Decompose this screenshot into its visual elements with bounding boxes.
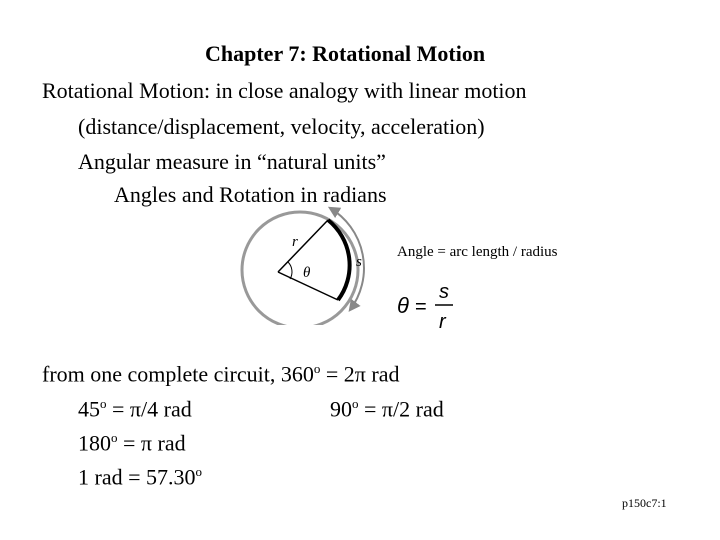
intro-line: Rotational Motion: in close analogy with linear motion (42, 78, 527, 103)
conversion-1rad (78, 465, 202, 488)
circle (242, 212, 358, 325)
conversion-45 (78, 397, 192, 420)
circuit-text: from one complete circuit, 360 (42, 361, 314, 387)
conv-180-text: 180 (78, 430, 111, 456)
conv-90-text: 90 (330, 396, 352, 422)
formula-lhs: θ (397, 293, 409, 318)
conversion-90 (330, 397, 444, 420)
slide-id: p150c7:1 (622, 496, 667, 510)
radians-line: Angles and Rotation in radians (114, 182, 387, 207)
formula-numerator: s (439, 281, 449, 303)
arc-s (328, 220, 350, 300)
parenthetical-line: (distance/displacement, velocity, acceleration) (78, 114, 485, 139)
degree-mark: o (111, 430, 118, 445)
radius-label: r (292, 234, 298, 250)
circuit-rest: = 2π rad (325, 361, 400, 387)
circuit-line (42, 362, 399, 385)
theta-label: θ (303, 265, 311, 281)
conv-1rad-text: 1 rad = 57.30 (78, 464, 196, 490)
page-title: Chapter 7: Rotational Motion (205, 41, 486, 66)
degree-mark: o (313, 361, 321, 376)
natural-units-line: Angular measure in “natural units” (78, 149, 386, 174)
conversion-180 (78, 431, 186, 454)
degree-mark: o (195, 464, 202, 479)
formula-denominator: r (439, 311, 446, 333)
degree-mark: o (352, 396, 359, 411)
angle-formula (395, 278, 465, 336)
conv-45-text: 45 (78, 396, 100, 422)
degree-mark: o (100, 396, 107, 411)
conv-90-rest: = π/2 rad (358, 396, 444, 422)
conv-45-rest: = π/4 rad (106, 396, 192, 422)
conv-180-rest: = π rad (117, 430, 186, 456)
angle-definition: Angle = arc length / radius (397, 244, 558, 260)
arc-label: s (356, 254, 362, 270)
formula-eq: = (415, 296, 427, 318)
